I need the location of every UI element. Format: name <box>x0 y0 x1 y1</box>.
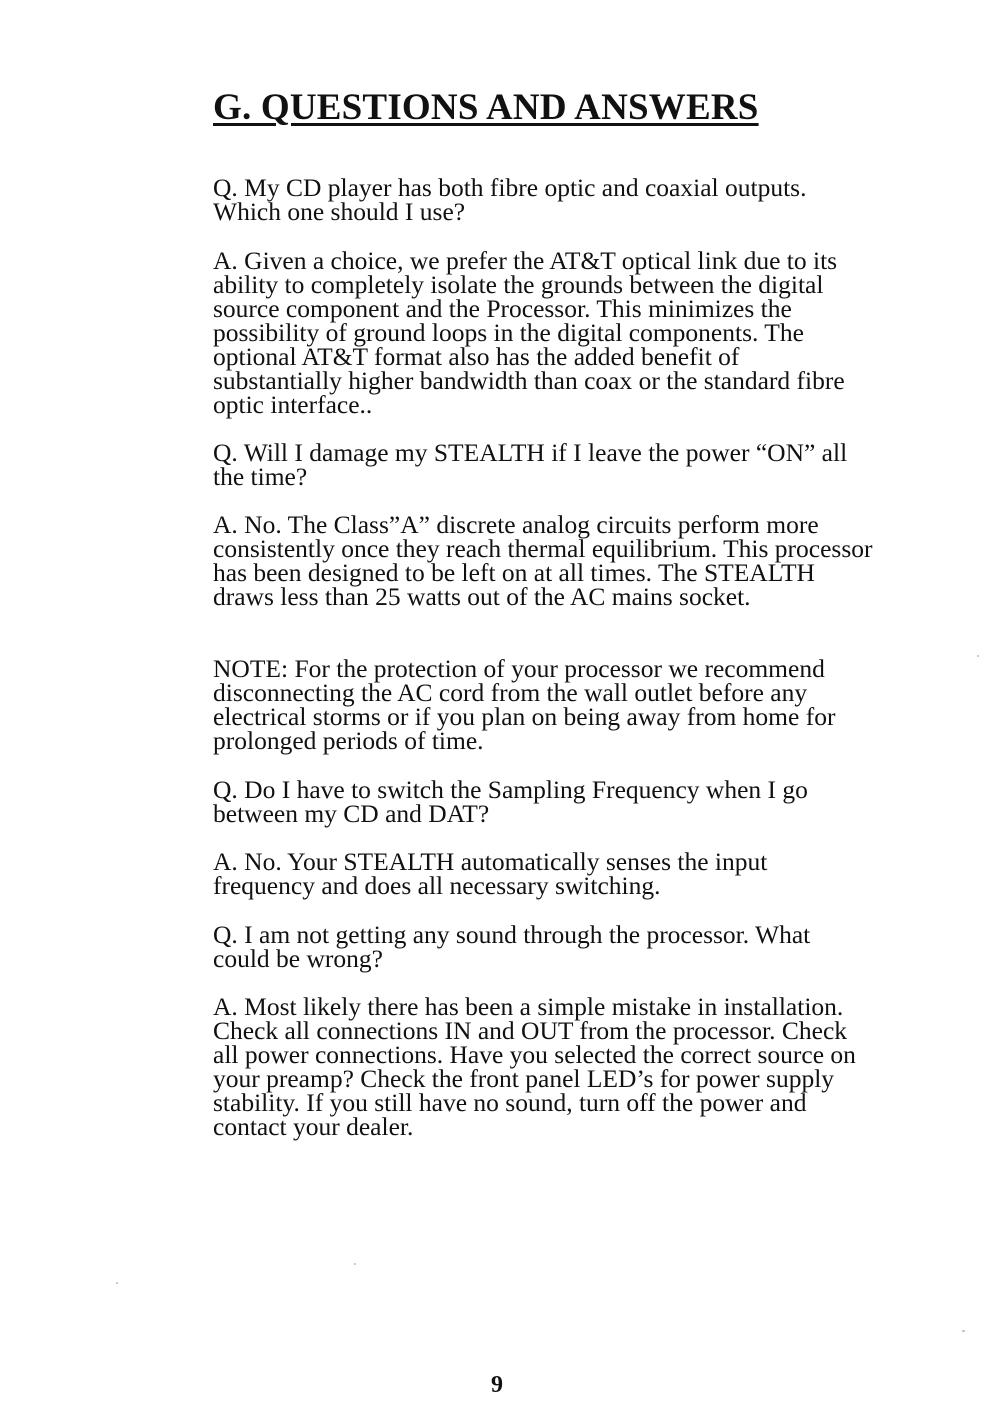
scan-speck <box>962 1330 965 1332</box>
answer-4: A. Most likely there has been a simple mistake in installation. Check all connections IN and OUT from the processor. Check all power connections. Have you selected the correct source on your preamp? Check the front panel LED’s for power supply stability. If you still have no sound, turn off the power and contact your dealer. <box>213 992 856 1141</box>
answer-1: A. Given a choice, we prefer the AT&T optical link due to its ability to completely isolate the grounds between the digital source component and the Processor. This minimizes the possibility of ground loops in the digital components. The optional AT&T format also has the added benefit of substantially higher bandwidth than coax or the standard fibre optic interface.. <box>213 246 845 419</box>
scan-speck <box>354 1263 356 1265</box>
scan-speck <box>977 655 979 657</box>
answer-3: A. No. Your STEALTH automatically senses the input frequency and does all necessary switching. <box>213 847 768 900</box>
page-number: 9 <box>491 1372 503 1398</box>
question-4: Q. I am not getting any sound through the processor. What could be wrong? <box>213 920 811 973</box>
section-heading: G. QUESTIONS AND ANSWERS <box>213 87 759 128</box>
question-1: Q. My CD player has both fibre optic and coaxial outputs. Which one should I use? <box>213 173 807 226</box>
note-paragraph: NOTE: For the protection of your processor we recommend disconnecting the AC cord from the wall outlet before any electrical storms or if you plan on being away from home for prolonged periods of time. <box>213 654 836 755</box>
question-3: Q. Do I have to switch the Sampling Frequency when I go between my CD and DAT? <box>213 775 808 828</box>
question-2: Q. Will I damage my STEALTH if I leave the power “ON” all the time? <box>213 438 848 491</box>
scan-speck <box>116 1282 118 1284</box>
answer-2: A. No. The Class”A” discrete analog circuits perform more consistently once they reach thermal equilibrium. This processor has been designed to be left on at all times. The STEALTH draws less than 25 watts out of the AC mains socket. <box>213 510 873 611</box>
